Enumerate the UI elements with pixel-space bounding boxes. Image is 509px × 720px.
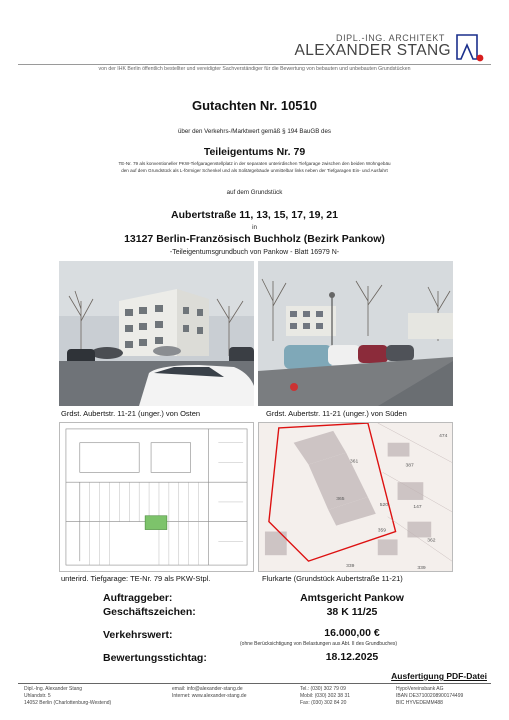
- email-link[interactable]: email: info@alexander-stang.de: [172, 686, 243, 692]
- in-text: in: [252, 224, 257, 231]
- valuation-date-label: Bewertungsstichtag:: [103, 652, 207, 664]
- map-parcel-label: 387: [405, 463, 414, 469]
- photo-east-caption: Grdst. Aubertstr. 11-21 (unger.) von Osten: [61, 409, 201, 418]
- on-plot-text: auf dem Grundstück: [226, 189, 283, 196]
- report-object: Teileigentums Nr. 79: [203, 146, 306, 158]
- property-address: Aubertstraße 11, 13, 15, 17, 19, 21: [171, 209, 338, 221]
- photo-from-south: [258, 261, 453, 406]
- client-label: Auftraggeber:: [103, 592, 173, 604]
- property-city: 13127 Berlin-Französisch Buchholz (Bezirk Pankow): [124, 233, 385, 245]
- report-title: Gutachten Nr. 10510: [192, 98, 317, 113]
- map-parcel-label: 361: [350, 459, 359, 465]
- plan-caption: unterird. Tiefgarage: TE-Nr. 79 als PKW-Stpl.: [61, 574, 211, 583]
- map-caption: Flurkarte (Grundstück Aubertstraße 11-21): [262, 574, 403, 583]
- market-value-label: Verkehrswert:: [103, 629, 173, 641]
- object-description-line-1: TE-Nr. 79 als konventioneller PKW-Tiefgaragenstellplatz in der separaten unterirdischen Tiefgarage zwischen den beiden Wohngebäu: [118, 161, 391, 166]
- company-logo: [455, 33, 485, 63]
- footer-bank: HypoVereinsbank AG IBAN DE37100208900174499 BIC HYVEDEMM488: [396, 686, 464, 706]
- map-parcel-label: 362: [427, 538, 436, 544]
- architect-title: DIPL.-ING. ARCHITEKT: [335, 33, 445, 43]
- market-value: 16.000,00 €: [324, 627, 380, 639]
- architect-name: ALEXANDER STANG: [294, 42, 451, 59]
- photo-from-east: [59, 261, 254, 406]
- photo-south-caption: Grdst. Aubertstr. 11-21 (unger.) von Süden: [266, 409, 407, 418]
- website-link[interactable]: Internet: www.alexander-stang.de: [172, 693, 247, 699]
- footer-phones: Tel.: (030) 302 79 09 Mobil: (030) 302 38 31 Fax: (030) 302 84 20: [300, 686, 351, 706]
- map-parcel-label: 147: [413, 504, 422, 510]
- valuation-date: 18.12.2025: [325, 651, 379, 663]
- architect-qualification: von der IHK Berlin öffentlich bestellter und vereidigter Sachverständiger für die Bewertung von bebauten und unbebauten Grundstücken: [98, 66, 411, 72]
- report-purpose: über den Verkehrs-/Marktwert gemäß § 194 BauGB des: [177, 128, 332, 135]
- map-parcel-label: 365: [336, 496, 345, 502]
- market-value-note: (ohne Berücksichtigung von Belastungen aus Abt. II des Grundbuches): [240, 641, 398, 647]
- map-parcel-label: 359: [377, 528, 387, 534]
- map-parcel-label: 339: [346, 564, 355, 570]
- footer-address: Dipl.-Ing. Alexander Stang Uhlandstr. 5 14052 Berlin (Charlottenburg-Westend): [24, 686, 112, 706]
- land-register: -Teileigentumsgrundbuch von Pankow - Blatt 16979 N-: [169, 249, 340, 256]
- header-rule: [18, 64, 491, 65]
- garage-floor-plan: [59, 422, 254, 572]
- map-parcel-label: 520: [379, 502, 389, 508]
- reference-label: Geschäftszeichen:: [103, 606, 196, 618]
- object-description-line-2: den auf dem Grundstück als L-förmiger Schenkel und als Solitärgebäude unmittelbar links neben der Tiefgaragen Ein- und Ausfahrt: [121, 168, 388, 173]
- client-value: Amtsgericht Pankow: [300, 592, 404, 604]
- footer-contact-web: [172, 686, 247, 700]
- map-parcel-label: 474: [439, 433, 448, 439]
- reference-value: 38 K 11/25: [326, 606, 378, 618]
- footer-rule: [18, 683, 491, 684]
- cadastral-map: [258, 422, 453, 572]
- map-parcel-label: 339: [417, 566, 426, 571]
- copy-type: Ausfertigung PDF-Datei: [391, 671, 487, 681]
